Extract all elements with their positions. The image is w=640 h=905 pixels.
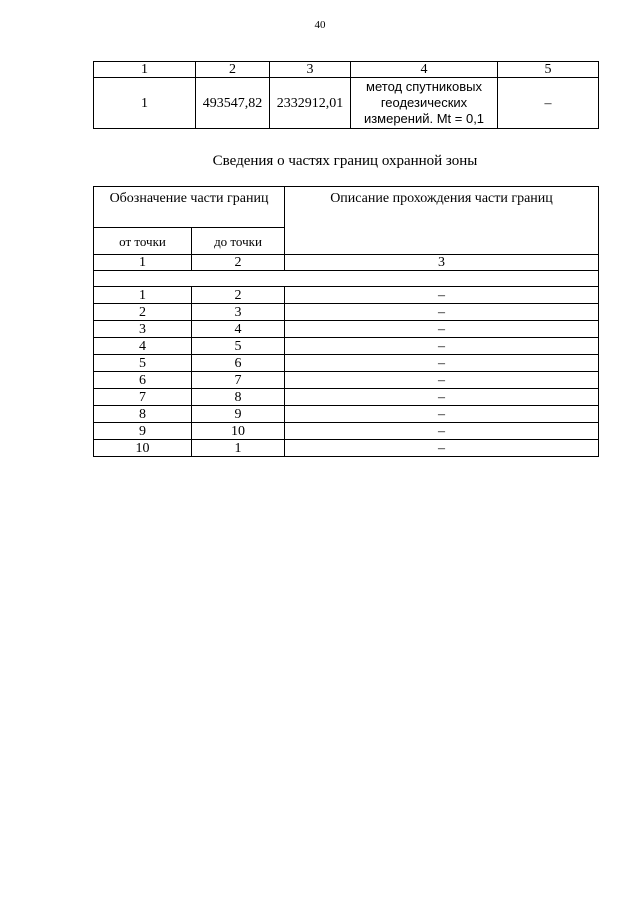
boundary-description: – [285,372,599,389]
from-point: 8 [94,406,192,423]
determination-method [351,78,498,129]
column-number: 1 [94,62,196,78]
column-number: 2 [196,62,270,78]
from-point: 7 [94,389,192,406]
from-point: 10 [94,440,192,457]
from-point: 6 [94,372,192,389]
table-row [94,440,599,457]
column-number: 5 [498,62,599,78]
boundary-description: – [285,304,599,321]
from-point: 1 [94,287,192,304]
boundary-description: – [285,406,599,423]
table-row [94,78,599,129]
to-point: 7 [192,372,285,389]
column-number: 3 [285,255,599,271]
boundary-description: – [285,440,599,457]
boundary-description: – [285,389,599,406]
empty-cell [94,271,599,287]
note-cell: – [498,78,599,129]
table-row [94,287,599,304]
column-number: 2 [192,255,285,271]
to-point: 8 [192,389,285,406]
to-point: 10 [192,423,285,440]
from-point-header: от точки [94,228,192,255]
boundary-part-designation-header: Обозначение части границ [94,187,285,228]
table-row [94,372,599,389]
to-point: 9 [192,406,285,423]
table-row [94,304,599,321]
to-point-header: до точки [192,228,285,255]
table-row [94,321,599,338]
from-point: 5 [94,355,192,372]
method-line: геодезических [380,95,468,110]
from-point: 9 [94,423,192,440]
boundary-description: – [285,321,599,338]
to-point: 4 [192,321,285,338]
method-line: измерений. Mt = 0,1 [363,111,485,126]
table-row [94,423,599,440]
to-point: 6 [192,355,285,372]
boundary-description: – [285,423,599,440]
boundary-parts-body [94,287,599,457]
to-point: 3 [192,304,285,321]
to-point: 1 [192,440,285,457]
coordinates-table [93,61,599,129]
table-row [94,355,599,372]
table-header-row [94,62,599,78]
boundary-parts-table [93,186,599,457]
method-line: метод спутниковых [366,79,482,94]
from-point: 3 [94,321,192,338]
boundary-description-header: Описание прохождения части границ [285,187,599,255]
table-header-row [94,187,599,228]
from-point: 4 [94,338,192,355]
table-row [94,389,599,406]
to-point: 5 [192,338,285,355]
page-number: 40 [314,19,326,31]
table-row [94,338,599,355]
boundary-description: – [285,338,599,355]
from-point: 2 [94,304,192,321]
boundary-description: – [285,355,599,372]
column-number: 4 [351,62,498,78]
point-number: 1 [94,78,196,129]
column-number: 1 [94,255,192,271]
coordinate-y: 2332912,01 [270,78,351,129]
to-point: 2 [192,287,285,304]
column-number: 3 [270,62,351,78]
column-numbers-row [94,255,599,271]
section-title: Сведения о частях границ охранной зоны [212,153,478,169]
coordinate-x: 493547,82 [196,78,270,129]
boundary-description: – [285,287,599,304]
spacer-row [94,271,599,287]
table-row [94,406,599,423]
